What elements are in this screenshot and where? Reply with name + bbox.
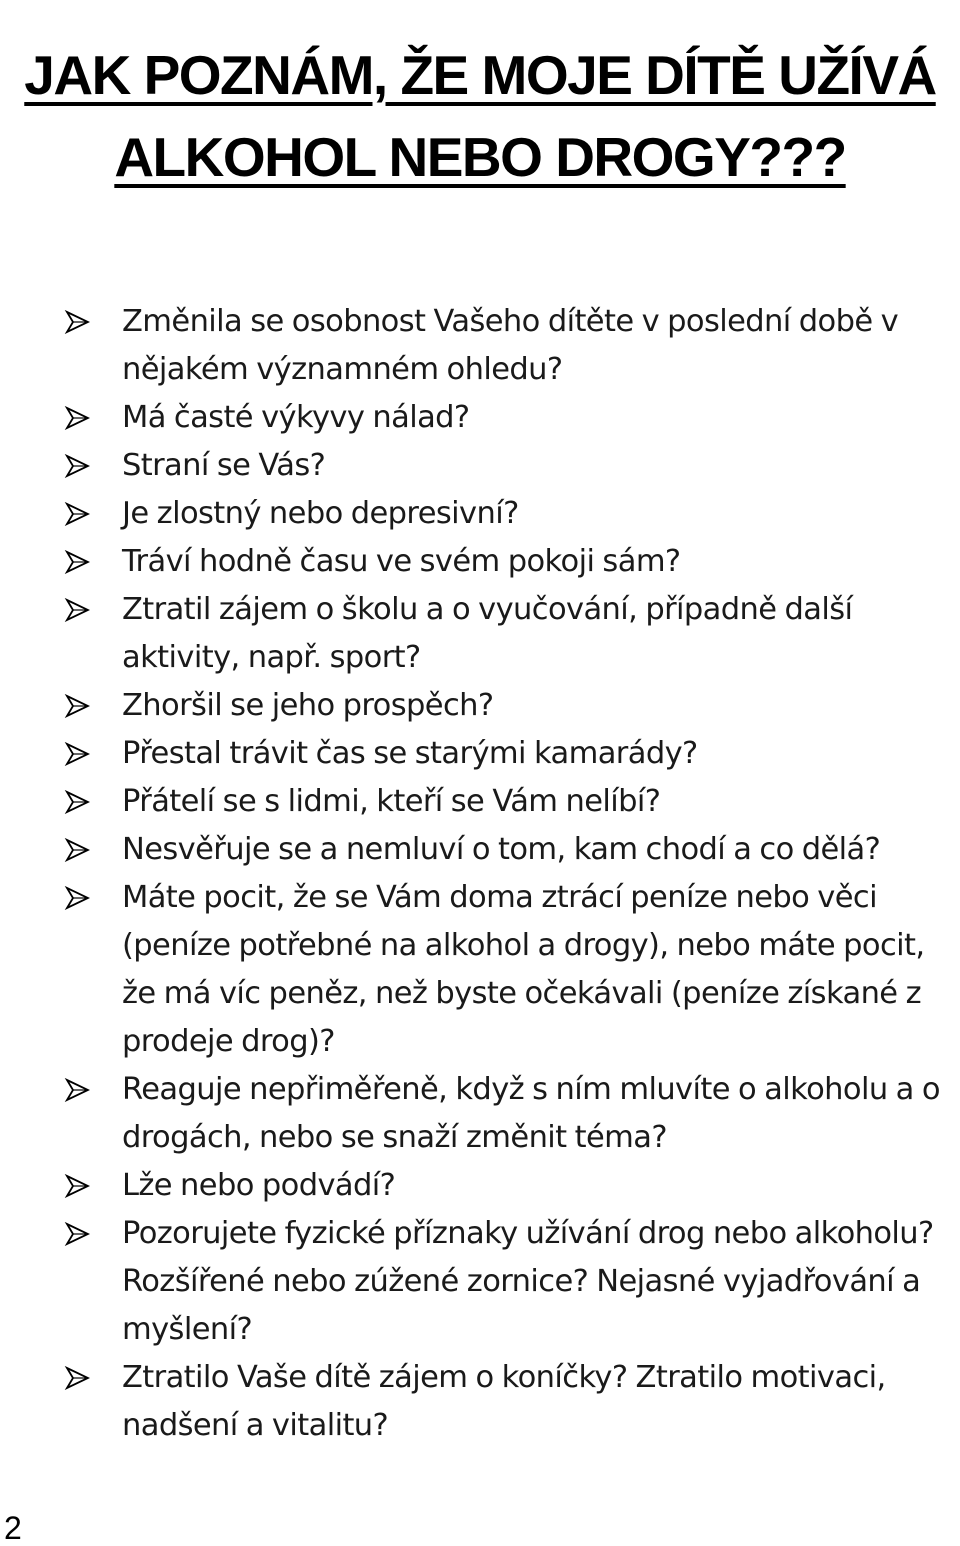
list-item-text: Změnila se osobnost Vašeho dítěte v poslední době v nějakém významném ohledu? (122, 304, 899, 387)
list-item-text: Je zlostný nebo depresivní? (122, 496, 519, 531)
list-item (64, 394, 954, 442)
list-item-text: Má časté výkyvy nálad? (122, 400, 470, 435)
arrowhead-bullet-icon (64, 394, 122, 442)
arrowhead-bullet-icon (64, 682, 122, 730)
list-item-text: Přátelí se s lidmi, kteří se Vám nelíbí? (122, 784, 661, 819)
arrowhead-bullet-icon (64, 490, 122, 538)
arrowhead-bullet-icon (64, 826, 122, 874)
list-item-text: Ztratil zájem o školu a o vyučování, případně další aktivity, např. sport? (122, 592, 853, 675)
list-item (64, 730, 954, 778)
arrowhead-bullet-icon (64, 442, 122, 490)
page-number: 2 (4, 1510, 22, 1546)
list-item (64, 826, 954, 874)
list-item (64, 442, 954, 490)
list-item (64, 298, 954, 394)
list-item-text: Reaguje nepřiměřeně, když s ním mluvíte o alkoholu a o drogách, nebo se snaží změnit téma? (122, 1072, 940, 1155)
list-item-text: Přestal trávit čas se starými kamarády? (122, 736, 698, 771)
list-item (64, 538, 954, 586)
arrowhead-bullet-icon (64, 538, 122, 586)
arrowhead-bullet-icon (64, 778, 122, 826)
list-item-text: Zhoršil se jeho prospěch? (122, 688, 494, 723)
arrowhead-bullet-icon (64, 1210, 122, 1258)
list-item (64, 490, 954, 538)
list-item-text: Pozorujete fyzické příznaky užívání drog nebo alkoholu? Rozšířené nebo zúžené zornice? Nejasné vyjadřování a myšlení? (122, 1216, 934, 1347)
page-title (0, 37, 960, 195)
arrowhead-bullet-icon (64, 874, 122, 922)
arrowhead-bullet-icon (64, 1066, 122, 1114)
page-title-line-1: JAK POZNÁM, ŽE MOJE DÍTĚ UŽÍVÁ (24, 43, 936, 106)
list-item-text: Tráví hodně času ve svém pokoji sám? (122, 544, 681, 579)
arrowhead-bullet-icon (64, 1354, 122, 1402)
arrowhead-bullet-icon (64, 298, 122, 346)
arrowhead-bullet-icon (64, 730, 122, 778)
arrowhead-bullet-icon (64, 586, 122, 634)
list-item (64, 1066, 954, 1162)
page-title-line-2: ALKOHOL NEBO DROGY??? (114, 125, 846, 188)
list-item-text: Máte pocit, že se Vám doma ztrácí peníze nebo věci (peníze potřebné na alkohol a drogy), nebo máte pocit, že má víc peněz, než byste očekávali (peníze získané z prodeje drog)? (122, 880, 925, 1059)
list-item (64, 1210, 954, 1354)
list-item (64, 778, 954, 826)
list-item (64, 1162, 954, 1210)
list-item-text: Ztratilo Vaše dítě zájem o koníčky? Ztratilo motivaci, nadšení a vitalitu? (122, 1360, 886, 1443)
warning-signs-list (64, 298, 954, 1450)
list-item-text: Straní se Vás? (122, 448, 326, 483)
list-item (64, 586, 954, 682)
list-item-text: Nesvěřuje se a nemluví o tom, kam chodí a co dělá? (122, 832, 881, 867)
list-item (64, 682, 954, 730)
list-item-text: Lže nebo podvádí? (122, 1168, 396, 1203)
arrowhead-bullet-icon (64, 1162, 122, 1210)
list-item (64, 874, 954, 1066)
list-item (64, 1354, 954, 1450)
